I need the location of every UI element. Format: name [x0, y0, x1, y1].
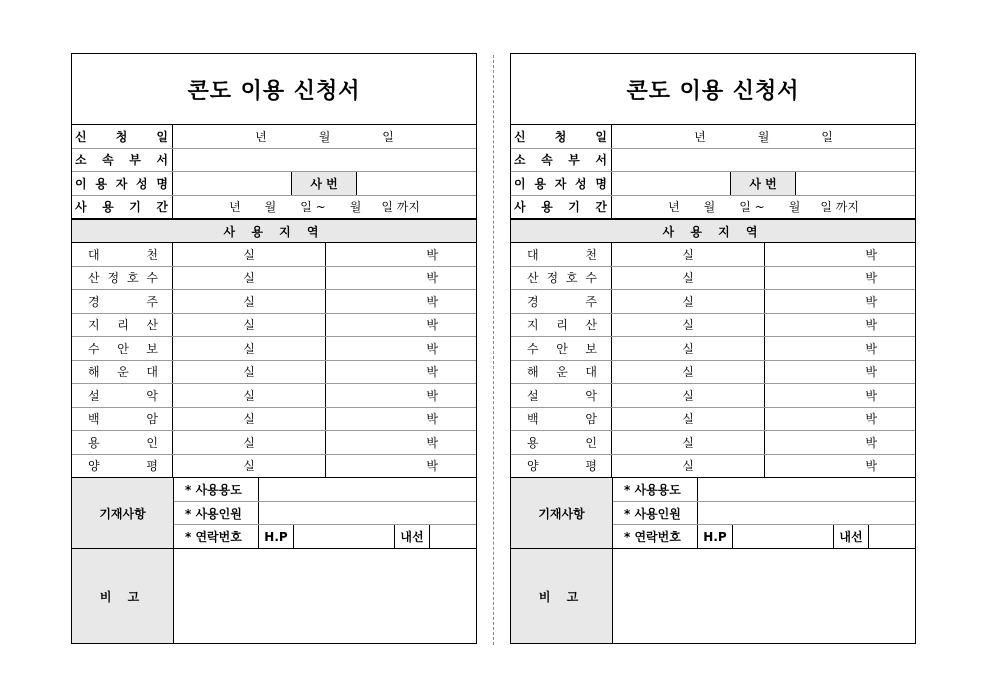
emp-no-label: 사 번	[730, 172, 796, 195]
ext-field[interactable]	[869, 525, 915, 548]
label-char: 수	[146, 271, 158, 286]
rooms-field[interactable]	[173, 431, 326, 454]
apply-date-label	[511, 125, 612, 148]
rooms-field[interactable]	[173, 267, 326, 290]
label-char: 천	[146, 247, 158, 262]
application-form-left	[71, 53, 477, 644]
nights-field[interactable]	[326, 267, 476, 290]
resort-row	[511, 384, 915, 408]
label-char: 대	[146, 365, 158, 380]
night-unit: 박	[426, 365, 438, 380]
notes-lines	[613, 478, 915, 548]
contact-line	[174, 525, 476, 548]
room-unit: 실	[682, 341, 694, 356]
notes-block	[511, 478, 915, 549]
nights-field[interactable]	[765, 455, 915, 478]
rooms-field[interactable]	[612, 243, 765, 266]
resort-row	[72, 361, 476, 385]
night-unit: 박	[865, 318, 877, 333]
date-unit: 일	[382, 129, 394, 144]
resort-row	[511, 337, 915, 361]
label-char: 일	[156, 129, 168, 144]
label-char: 부	[568, 153, 580, 168]
resort-name	[511, 337, 612, 360]
period-unit: 년	[229, 200, 241, 215]
label-char: 자	[115, 176, 128, 191]
label-char: 간	[156, 200, 168, 215]
rooms-field[interactable]	[173, 314, 326, 337]
rooms-field[interactable]	[612, 314, 765, 337]
label-char: 서	[156, 153, 168, 168]
hp-field[interactable]	[294, 525, 395, 548]
night-unit: 박	[865, 412, 877, 427]
people-line	[174, 502, 476, 526]
label-char: 간	[595, 200, 607, 215]
resort-name	[511, 290, 612, 313]
label-char: 운	[117, 365, 129, 380]
label-char: 지	[88, 318, 100, 333]
resort-name	[72, 290, 173, 313]
room-unit: 실	[682, 388, 694, 403]
label-char: 대	[88, 247, 100, 262]
label-char: 산	[88, 271, 100, 286]
label-char: 산	[527, 271, 539, 286]
row-period	[511, 196, 915, 220]
apply-date-field[interactable]	[173, 125, 476, 148]
dept-label	[72, 149, 173, 172]
contact-label: * 연락번호	[613, 525, 698, 548]
label-char: 악	[146, 388, 158, 403]
remark-block	[511, 549, 915, 643]
period-field[interactable]	[612, 196, 915, 219]
resort-row	[511, 361, 915, 385]
form-title: 콘도 이용 신청서	[511, 54, 915, 125]
nights-field[interactable]	[326, 361, 476, 384]
resort-row	[72, 384, 476, 408]
resort-name	[511, 384, 612, 407]
rooms-field[interactable]	[173, 408, 326, 431]
resort-name	[72, 337, 173, 360]
label-char: 안	[117, 341, 129, 356]
label-char: 안	[556, 341, 568, 356]
resort-row	[72, 267, 476, 291]
label-char: 수	[585, 271, 597, 286]
night-unit: 박	[426, 341, 438, 356]
date-unit: 월	[318, 129, 331, 144]
room-unit: 실	[243, 435, 255, 450]
label-char: 호	[126, 271, 139, 286]
night-unit: 박	[865, 365, 877, 380]
resort-row	[72, 408, 476, 432]
room-unit: 실	[243, 294, 255, 309]
label-char: 해	[527, 365, 539, 380]
people-line-field[interactable]	[259, 502, 476, 525]
label-char: 설	[527, 388, 539, 403]
date-unit: 월	[757, 129, 770, 144]
cut-line	[493, 55, 494, 645]
nights-field[interactable]	[326, 337, 476, 360]
label-char: 청	[554, 129, 567, 144]
ext-label: 내선	[395, 525, 430, 548]
remark-field[interactable]	[613, 549, 915, 643]
label-char: 청	[115, 129, 128, 144]
resort-name	[72, 408, 173, 431]
apply-date-label	[72, 125, 173, 148]
resort-row	[72, 243, 476, 267]
notes-label: 기재사항	[511, 478, 613, 548]
label-char: 성	[575, 176, 587, 191]
label-char: 평	[585, 459, 597, 474]
row-dept	[511, 149, 915, 173]
form-title: 콘도 이용 신청서	[72, 54, 476, 125]
resort-row	[511, 267, 915, 291]
night-unit: 박	[426, 318, 438, 333]
nights-field[interactable]	[326, 431, 476, 454]
hp-label: H.P	[259, 525, 294, 548]
row-apply-date	[511, 125, 915, 149]
label-char: 사	[75, 200, 87, 215]
label-char: 양	[527, 459, 539, 474]
notes-label: 기재사항	[72, 478, 174, 548]
rooms-field[interactable]	[612, 455, 765, 478]
period-unit: 일 ~	[300, 200, 326, 215]
row-user-name	[72, 172, 476, 196]
date-unit: 일	[821, 129, 833, 144]
room-unit: 실	[682, 435, 694, 450]
rooms-field[interactable]	[173, 243, 326, 266]
usage-line-label: * 사용용도	[174, 478, 259, 501]
night-unit: 박	[865, 271, 877, 286]
resort-name	[72, 243, 173, 266]
resort-row	[511, 455, 915, 479]
usage-line	[613, 478, 915, 502]
label-char: 산	[585, 318, 597, 333]
night-unit: 박	[865, 388, 877, 403]
rooms-field[interactable]	[173, 290, 326, 313]
label-char: 속	[102, 153, 114, 168]
label-char: 주	[146, 294, 158, 309]
rooms-field[interactable]	[612, 384, 765, 407]
label-char: 백	[527, 412, 539, 427]
label-char: 용	[541, 200, 553, 215]
user-name-field[interactable]	[173, 172, 291, 195]
date-unit: 년	[255, 129, 267, 144]
rooms-field[interactable]	[612, 431, 765, 454]
remark-label: 비 고	[511, 549, 613, 643]
label-char: 서	[595, 153, 607, 168]
room-unit: 실	[682, 412, 694, 427]
hp-field[interactable]	[733, 525, 834, 548]
nights-field[interactable]	[326, 455, 476, 478]
resort-name	[511, 431, 612, 454]
label-char: 이	[75, 176, 87, 191]
resort-name	[511, 408, 612, 431]
resort-name	[72, 314, 173, 337]
rooms-field[interactable]	[612, 361, 765, 384]
period-label	[511, 196, 612, 219]
nights-field[interactable]	[765, 267, 915, 290]
label-char: 평	[146, 459, 158, 474]
remark-block	[72, 549, 476, 643]
label-char: 양	[88, 459, 100, 474]
night-unit: 박	[426, 271, 438, 286]
nights-field[interactable]	[326, 243, 476, 266]
label-char: 악	[585, 388, 597, 403]
label-char: 경	[88, 294, 100, 309]
ext-field[interactable]	[430, 525, 476, 548]
nights-field[interactable]	[326, 314, 476, 337]
row-dept	[72, 149, 476, 173]
resort-row	[511, 314, 915, 338]
rooms-field[interactable]	[612, 408, 765, 431]
nights-field[interactable]	[765, 337, 915, 360]
dept-field[interactable]	[612, 149, 915, 172]
label-char: 용	[88, 435, 100, 450]
label-char: 주	[585, 294, 597, 309]
label-char: 보	[146, 341, 158, 356]
usage-line-label: * 사용용도	[613, 478, 698, 501]
usage-line-field[interactable]	[698, 478, 915, 501]
label-char: 용	[527, 435, 539, 450]
nights-field[interactable]	[765, 290, 915, 313]
room-unit: 실	[243, 459, 255, 474]
nights-field[interactable]	[326, 290, 476, 313]
label-char: 정	[546, 271, 559, 286]
ext-label: 내선	[834, 525, 869, 548]
section-title: 사 용 지 역	[511, 219, 915, 243]
night-unit: 박	[426, 294, 438, 309]
rooms-field[interactable]	[612, 267, 765, 290]
user-name-label	[511, 172, 612, 195]
apply-date-field[interactable]	[612, 125, 915, 148]
nights-field[interactable]	[765, 431, 915, 454]
resort-row	[511, 290, 915, 314]
label-char: 소	[75, 153, 87, 168]
contact-fields	[698, 525, 915, 548]
room-unit: 실	[243, 318, 255, 333]
resort-row	[72, 431, 476, 455]
resort-row	[72, 314, 476, 338]
people-line-label: * 사용인원	[613, 502, 698, 525]
rooms-field[interactable]	[612, 290, 765, 313]
night-unit: 박	[426, 388, 438, 403]
nights-field[interactable]	[765, 384, 915, 407]
resort-name	[72, 267, 173, 290]
room-unit: 실	[243, 365, 255, 380]
resort-row	[511, 431, 915, 455]
label-char: 운	[556, 365, 568, 380]
nights-field[interactable]	[765, 361, 915, 384]
label-char: 대	[527, 247, 539, 262]
dept-field[interactable]	[173, 149, 476, 172]
period-unit: 월	[703, 200, 716, 215]
resort-row	[72, 337, 476, 361]
nights-field[interactable]	[765, 408, 915, 431]
people-line-field[interactable]	[698, 502, 915, 525]
label-char: 설	[88, 388, 100, 403]
resort-name	[511, 314, 612, 337]
label-char: 백	[88, 412, 100, 427]
label-char: 명	[595, 176, 607, 191]
night-unit: 박	[865, 459, 877, 474]
label-char: 이	[514, 176, 526, 191]
label-char: 용	[95, 176, 107, 191]
contact-line	[613, 525, 915, 548]
label-char: 인	[585, 435, 597, 450]
people-line-label: * 사용인원	[174, 502, 259, 525]
resort-name	[72, 361, 173, 384]
rooms-field[interactable]	[173, 384, 326, 407]
room-unit: 실	[682, 247, 694, 262]
label-char: 사	[514, 200, 526, 215]
period-unit: 일 까지	[820, 200, 859, 215]
label-char: 용	[534, 176, 546, 191]
resort-name	[511, 267, 612, 290]
row-period	[72, 196, 476, 220]
resort-name	[72, 384, 173, 407]
rooms-field[interactable]	[173, 337, 326, 360]
label-char: 용	[102, 200, 114, 215]
label-char: 기	[129, 200, 141, 215]
room-unit: 실	[243, 271, 255, 286]
emp-no-field[interactable]	[796, 172, 915, 195]
label-char: 지	[527, 318, 539, 333]
label-char: 경	[527, 294, 539, 309]
label-char: 자	[554, 176, 567, 191]
night-unit: 박	[865, 435, 877, 450]
label-char: 수	[527, 341, 539, 356]
usage-line	[174, 478, 476, 502]
label-char: 신	[514, 129, 526, 144]
people-line	[613, 502, 915, 526]
notes-lines	[174, 478, 476, 548]
label-char: 소	[514, 153, 526, 168]
period-label	[72, 196, 173, 219]
resort-name	[511, 455, 612, 478]
period-unit: 월	[264, 200, 277, 215]
label-char: 암	[585, 412, 597, 427]
period-unit: 년	[668, 200, 680, 215]
date-unit: 년	[694, 129, 706, 144]
label-char: 대	[585, 365, 597, 380]
night-unit: 박	[426, 247, 438, 262]
rooms-field[interactable]	[173, 361, 326, 384]
row-apply-date	[72, 125, 476, 149]
room-unit: 실	[682, 365, 694, 380]
rooms-field[interactable]	[173, 455, 326, 478]
contact-label: * 연락번호	[174, 525, 259, 548]
nights-field[interactable]	[326, 408, 476, 431]
resort-name	[511, 243, 612, 266]
user-name-label	[72, 172, 173, 195]
resort-row	[511, 243, 915, 267]
contact-fields	[259, 525, 476, 548]
room-unit: 실	[682, 294, 694, 309]
night-unit: 박	[426, 435, 438, 450]
nights-field[interactable]	[765, 243, 915, 266]
period-field[interactable]	[173, 196, 476, 219]
room-unit: 실	[682, 459, 694, 474]
usage-line-field[interactable]	[259, 478, 476, 501]
label-char: 리	[556, 318, 568, 333]
night-unit: 박	[426, 459, 438, 474]
period-unit: 일 ~	[739, 200, 765, 215]
label-char: 암	[146, 412, 158, 427]
remark-field[interactable]	[174, 549, 476, 643]
row-user-name	[511, 172, 915, 196]
rooms-field[interactable]	[612, 337, 765, 360]
label-char: 정	[107, 271, 120, 286]
period-unit: 월	[349, 200, 362, 215]
hp-label: H.P	[698, 525, 733, 548]
label-char: 성	[136, 176, 148, 191]
label-char: 보	[585, 341, 597, 356]
label-char: 인	[146, 435, 158, 450]
nights-field[interactable]	[326, 384, 476, 407]
resort-name	[72, 431, 173, 454]
user-name-field[interactable]	[612, 172, 730, 195]
resort-name	[511, 361, 612, 384]
resort-row	[511, 408, 915, 432]
label-char: 기	[568, 200, 580, 215]
application-form-right	[510, 53, 916, 644]
remark-label: 비 고	[72, 549, 174, 643]
nights-field[interactable]	[765, 314, 915, 337]
night-unit: 박	[865, 247, 877, 262]
emp-no-field[interactable]	[357, 172, 476, 195]
period-unit: 일 까지	[381, 200, 420, 215]
room-unit: 실	[682, 318, 694, 333]
section-title: 사 용 지 역	[72, 219, 476, 243]
label-char: 해	[88, 365, 100, 380]
notes-block	[72, 478, 476, 549]
dept-label	[511, 149, 612, 172]
period-unit: 월	[788, 200, 801, 215]
night-unit: 박	[865, 341, 877, 356]
label-char: 신	[75, 129, 87, 144]
room-unit: 실	[243, 247, 255, 262]
label-char: 부	[129, 153, 141, 168]
label-char: 일	[595, 129, 607, 144]
label-char: 호	[565, 271, 578, 286]
label-char: 수	[88, 341, 100, 356]
night-unit: 박	[426, 412, 438, 427]
resort-row	[72, 290, 476, 314]
room-unit: 실	[243, 388, 255, 403]
night-unit: 박	[865, 294, 877, 309]
label-char: 리	[117, 318, 129, 333]
room-unit: 실	[682, 271, 694, 286]
room-unit: 실	[243, 412, 255, 427]
resort-row	[72, 455, 476, 479]
label-char: 속	[541, 153, 553, 168]
label-char: 천	[585, 247, 597, 262]
emp-no-label: 사 번	[291, 172, 357, 195]
room-unit: 실	[243, 341, 255, 356]
label-char: 산	[146, 318, 158, 333]
resort-name	[72, 455, 173, 478]
label-char: 명	[156, 176, 168, 191]
